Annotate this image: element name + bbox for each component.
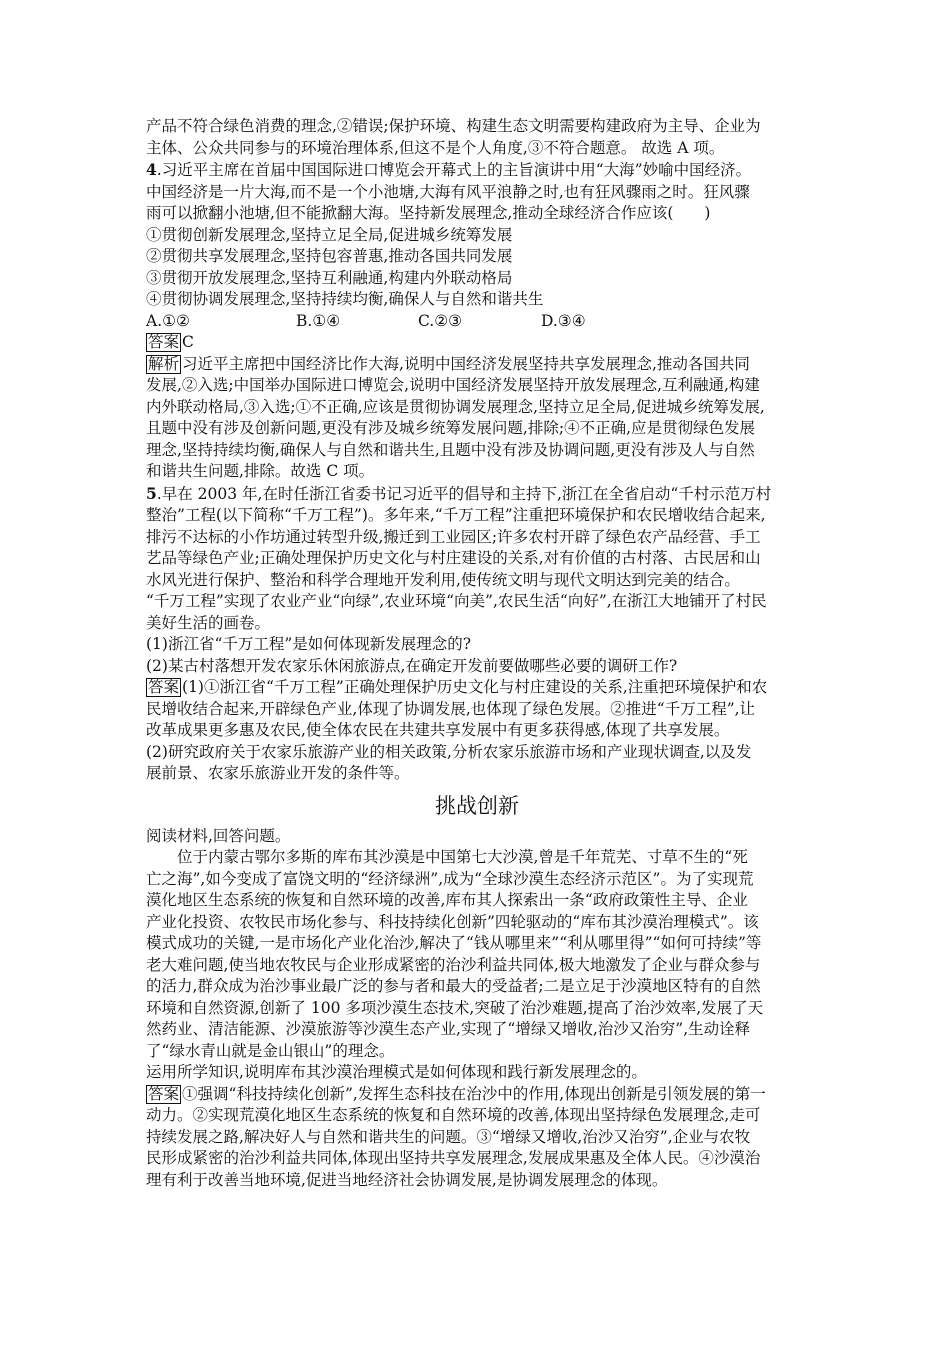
answer-tag: 答案 xyxy=(148,333,180,351)
q5-sub-question: (2)某古村落想开发农家乐休闲旅游点,在确定开发前要做哪些必要的调研工作? xyxy=(146,656,678,675)
q4-analysis-line: 理念,坚持持续均衡,确保人与自然和谐共生,且题中没有涉及协调问题,更没有涉及人与自然 xyxy=(146,440,755,459)
q5-stem-text: .早在 2003 年,在时任浙江省委书记习近平的倡导和主持下,浙江在全省启动“千村示范万村 xyxy=(156,484,772,503)
q5-stem-line: 排污不达标的小作坊通过转型升级,搬迁到工业园区;许多农村开辟了绿色农产品经营、手工 xyxy=(146,527,761,546)
challenge-prompt: 阅读材料,回答问题。 xyxy=(146,826,291,845)
q5-stem-line xyxy=(146,483,808,506)
q5-answer-line: 改革成果更多惠及农民,使全体农民在共建共享发展中有更多获得感,体现了共享发展。 xyxy=(146,721,730,739)
answer-tag: 答案 xyxy=(148,678,180,696)
q4-analysis-line: 和谐共生问题,排除。故选 C 项。 xyxy=(146,462,375,480)
intro-line: 主体、公众共同参与的环境治理体系,但这不是个人角度,③不符合题意。 故选 A 项。 xyxy=(146,138,725,157)
q5-sub-question: (1)浙江省“千万工程”是如何体现新发展理念的? xyxy=(146,635,472,653)
challenge-material-line: 亡之海”,如今变成了富饶文明的“经济绿洲”,成为“全球沙漠生态经济示范区”。为了实现荒 xyxy=(146,869,754,888)
challenge-material-line: 位于内蒙古鄂尔多斯的库布其沙漠是中国第七大沙漠,曾是千年荒芜、寸草不生的“死 xyxy=(177,848,748,866)
analysis-tag: 解析 xyxy=(148,354,180,373)
q4-stem-text: .习近平主席在首届中国国际进口博览会开幕式上的主旨演讲中用“大海”妙喻中国经济。 xyxy=(156,161,752,179)
challenge-answer-line: 持续发展之路,解决好人与自然和谐共生的问题。③“增绿又增收,治沙又治穷”,企业与农牧 xyxy=(146,1127,751,1146)
intro-line: 产品不符合绿色消费的理念,②错误;保护环境、构建生态文明需要构建政府为主导、企业为 xyxy=(146,117,761,135)
challenge-material-line: 的活力,群众成为治沙事业最广泛的参与者和最大的受益者;二是立足于沙漠地区特有的自然 xyxy=(146,977,761,995)
q4-statement: ②贯彻共享发展理念,坚持包容普惠,推动各国共同发展 xyxy=(146,247,513,265)
q4-stem-line: 中国经济是一片大海,而不是一个小池塘,大海有风平浪静之时,也有狂风骤雨之时。狂风骤 xyxy=(146,182,750,201)
q5-stem-line: 整治”工程(以下简称“千万工程”)。多年来,“千万工程”注重把环境保护和农民增收结合起来, xyxy=(146,506,766,524)
answer-tag: 答案 xyxy=(148,1084,180,1103)
q4-statement: ④贯彻协调发展理念,坚持持续均衡,确保人与自然和谐共生 xyxy=(146,290,544,308)
challenge-material-line: 模式成功的关键,一是市场化产业化治沙,解决了“钱从哪里来”“利从哪里得”“如何可持续”等 xyxy=(146,934,762,952)
q4-option-c: C.②③ xyxy=(418,311,463,330)
q4-answer-line xyxy=(146,332,808,354)
q4-analysis-line: 内外联动格局,③入选;①不正确,应该是贯彻协调发展理念,坚持立足全局,促进城乡统筹发展, xyxy=(146,397,765,416)
q5-answer-text: (1)①浙江省“千万工程”正确处理保护历史文化与村庄建设的关系,注重把环境保护和农 xyxy=(182,678,768,696)
q4-options xyxy=(146,311,808,333)
q5-answer-line xyxy=(146,677,808,699)
challenge-material-line: 然药业、清洁能源、沙漠旅游等沙漠生态产业,实现了“增绿又增收,治沙又治穷”,生动诠释 xyxy=(146,1020,751,1038)
q5-stem-line: “千万工程”实现了农业产业“向绿”,农业环境“向美”,农民生活“向好”,在浙江大地铺开了村民 xyxy=(146,592,767,610)
challenge-material-line: 漠化地区生态系统的恢复和自然环境的改善,库布其人探索出一条“政府政策性主导、企业 xyxy=(146,891,748,909)
q4-analysis-line xyxy=(146,354,808,376)
challenge-material-line: 产业化投资、农牧民市场化参与、科技持续化创新”四轮驱动的“库布其沙漠治理模式”。该 xyxy=(146,912,759,931)
q4-option-d: D.③④ xyxy=(541,311,586,330)
q5-stem-line: 水风光进行保护、整治和科学合理地开发利用,使传统文明与现代文明达到完美的结合。 xyxy=(146,570,740,589)
challenge-material-line: 环境和自然资源,创新了 100 多项沙漠生态技术,突破了治沙难题,提高了治沙效率,发展了天 xyxy=(146,998,764,1017)
challenge-answer-line: 动力。②实现荒漠化地区生态系统的恢复和自然环境的改善,体现出坚持绿色发展理念,走可 xyxy=(146,1106,761,1124)
challenge-answer-line xyxy=(146,1084,808,1106)
q4-statement: ①贯彻创新发展理念,坚持立足全局,促进城乡统筹发展 xyxy=(146,225,513,244)
q4-option-b: B.①④ xyxy=(296,311,341,330)
document-page xyxy=(146,116,808,1191)
q4-stem-line: 雨可以掀翻小池塘,但不能掀翻大海。坚持新发展理念,推动全球经济合作应该( ) xyxy=(146,204,711,222)
q5-answer-line: (2)研究政府关于农家乐旅游产业的相关政策,分析农家乐旅游市场和产业现状调查,以及发 xyxy=(146,742,752,761)
q4-option-a: A.①② xyxy=(146,311,190,330)
challenge-answer-line: 理有利于改善当地环境,促进当地经济社会协调发展,是协调发展理念的体现。 xyxy=(146,1170,668,1189)
challenge-answer-text: ①强调“科技持续化创新”,发挥生态科技在治沙中的作用,体现出创新是引领发展的第一 xyxy=(182,1084,766,1103)
q4-number: 4 xyxy=(146,160,157,179)
q5-stem-line: 美好生活的画卷。 xyxy=(146,613,271,632)
q5-answer-line: 民增收结合起来,开辟绿色产业,体现了协调发展,也体现了绿色发展。②推进“千万工程”,让 xyxy=(146,699,756,718)
q4-statement: ③贯彻开放发展理念,坚持互利融通,构建内外联动格局 xyxy=(146,268,513,287)
q5-stem-line: 艺品等绿色产业;正确处理保护历史文化与村庄建设的关系,对有价值的古村落、古民居和山 xyxy=(146,549,761,567)
q4-analysis-text: 习近平主席把中国经济比作大海,说明中国经济发展坚持共享发展理念,推动各国共同 xyxy=(182,354,750,373)
challenge-material-line: 了“绿水青山就是金山银山”的理念。 xyxy=(146,1041,395,1060)
q4-analysis-line: 且题中没有涉及创新问题,更没有涉及城乡统筹发展问题,排除;④不正确,应是贯彻绿色发展 xyxy=(146,419,756,437)
section-title: 挑战创新 xyxy=(435,793,519,818)
q5-answer-line: 展前景、农家乐旅游业开发的条件等。 xyxy=(146,764,410,782)
q5-number: 5 xyxy=(146,483,157,503)
challenge-question: 运用所学知识,说明库布其沙漠治理模式是如何体现和践行新发展理念的。 xyxy=(146,1063,647,1081)
q4-stem-line xyxy=(146,159,808,182)
q4-answer: C xyxy=(182,333,194,351)
challenge-material-line: 老大难问题,使当地农牧民与企业形成紧密的治沙利益共同体,极大地激发了企业与群众参与 xyxy=(146,955,761,974)
challenge-answer-line: 民形成紧密的治沙利益共同体,体现出坚持共享发展理念,发展成果惠及全体人民。④沙漠治 xyxy=(146,1149,761,1167)
q4-analysis-line: 发展,②入选;中国举办国际进口博览会,说明中国经济发展坚持开放发展理念,互利融通,构建 xyxy=(146,376,760,394)
